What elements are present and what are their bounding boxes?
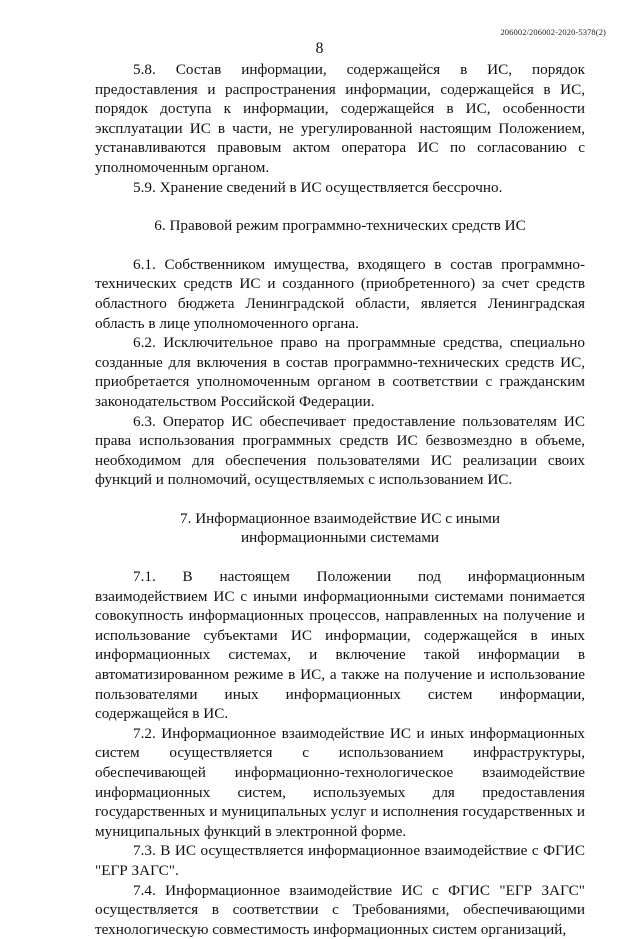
paragraph-7-1: 7.1. В настоящем Положении под информационным взаимодействием ИС с иными информационными системами понимается совокупность информационных процессов, направленных на получение и использование субъектами ИС информации, содержащейся в иных информационных системах, и включение такой информации в автоматизированном режиме в ИС, а также на получение и использование пользователями иных информационных систем информации, содержащейся в ИС.	[95, 568, 585, 723]
section-heading-7	[95, 509, 585, 548]
document-number: 206002/206002-2020-5378(2)	[500, 27, 606, 37]
paragraph-6-1: 6.1. Собственником имущества, входящего в состав программно-технических средств ИС и созданного (приобретенного) за счет средств областного бюджета Ленинградской области, является Ленинградская область в лице уполномоченного органа.	[95, 255, 585, 332]
paragraph-7-4: 7.4. Информационное взаимодействие ИС с ФГИС "ЕГР ЗАГС" осуществляется в соответствии с Требованиями, обеспечивающими технологическую совместимость информационных систем организаций,	[95, 881, 585, 938]
section-heading-7-line-2: информационными системами	[240, 529, 440, 547]
paragraph-5-9: 5.9. Хранение сведений в ИС осуществляется бессрочно.	[133, 178, 503, 196]
page-number: 8	[315, 40, 324, 57]
document-body	[95, 60, 585, 939]
section-heading-6: 6. Правовой режим программно-технических средств ИС	[154, 217, 526, 235]
section-heading-7-line-1: 7. Информационное взаимодействие ИС с иными	[180, 509, 500, 527]
paragraph-6-3: 6.3. Оператор ИС обеспечивает предоставление пользователям ИС права использования программных средств ИС безвозмездно в объеме, необходимом для обеспечения пользователями ИС реализации своих функций и полномочий, осуществляемых с использованием ИС.	[95, 412, 585, 489]
paragraph-5-8: 5.8. Состав информации, содержащейся в ИС, порядок предоставления и распространения информации, содержащейся в ИС, порядок доступа к информации, содержащейся в ИС, особенности эксплуатации ИС в части, не урегулированной настоящим Положением, устанавливаются правовым актом оператора ИС по согласованию с уполномоченным органом.	[95, 61, 585, 176]
paragraph-7-3: 7.3. В ИС осуществляется информационное взаимодействие с ФГИС "ЕГР ЗАГС".	[95, 842, 585, 879]
paragraph-7-2: 7.2. Информационное взаимодействие ИС и иных информационных систем осуществляется с использованием инфраструктуры, обеспечивающей информационно-технологическое взаимодействие информационных систем, используемых для предоставления государственных и муниципальных услуг и исполнения государственных и муниципальных функций в электронной форме.	[95, 724, 585, 840]
paragraph-6-2: 6.2. Исключительное право на программные средства, специально созданные для включения в состав программно-технических средств ИС, приобретается уполномоченным органом в соответствии с гражданским законодательством Российской Федерации.	[95, 334, 585, 410]
